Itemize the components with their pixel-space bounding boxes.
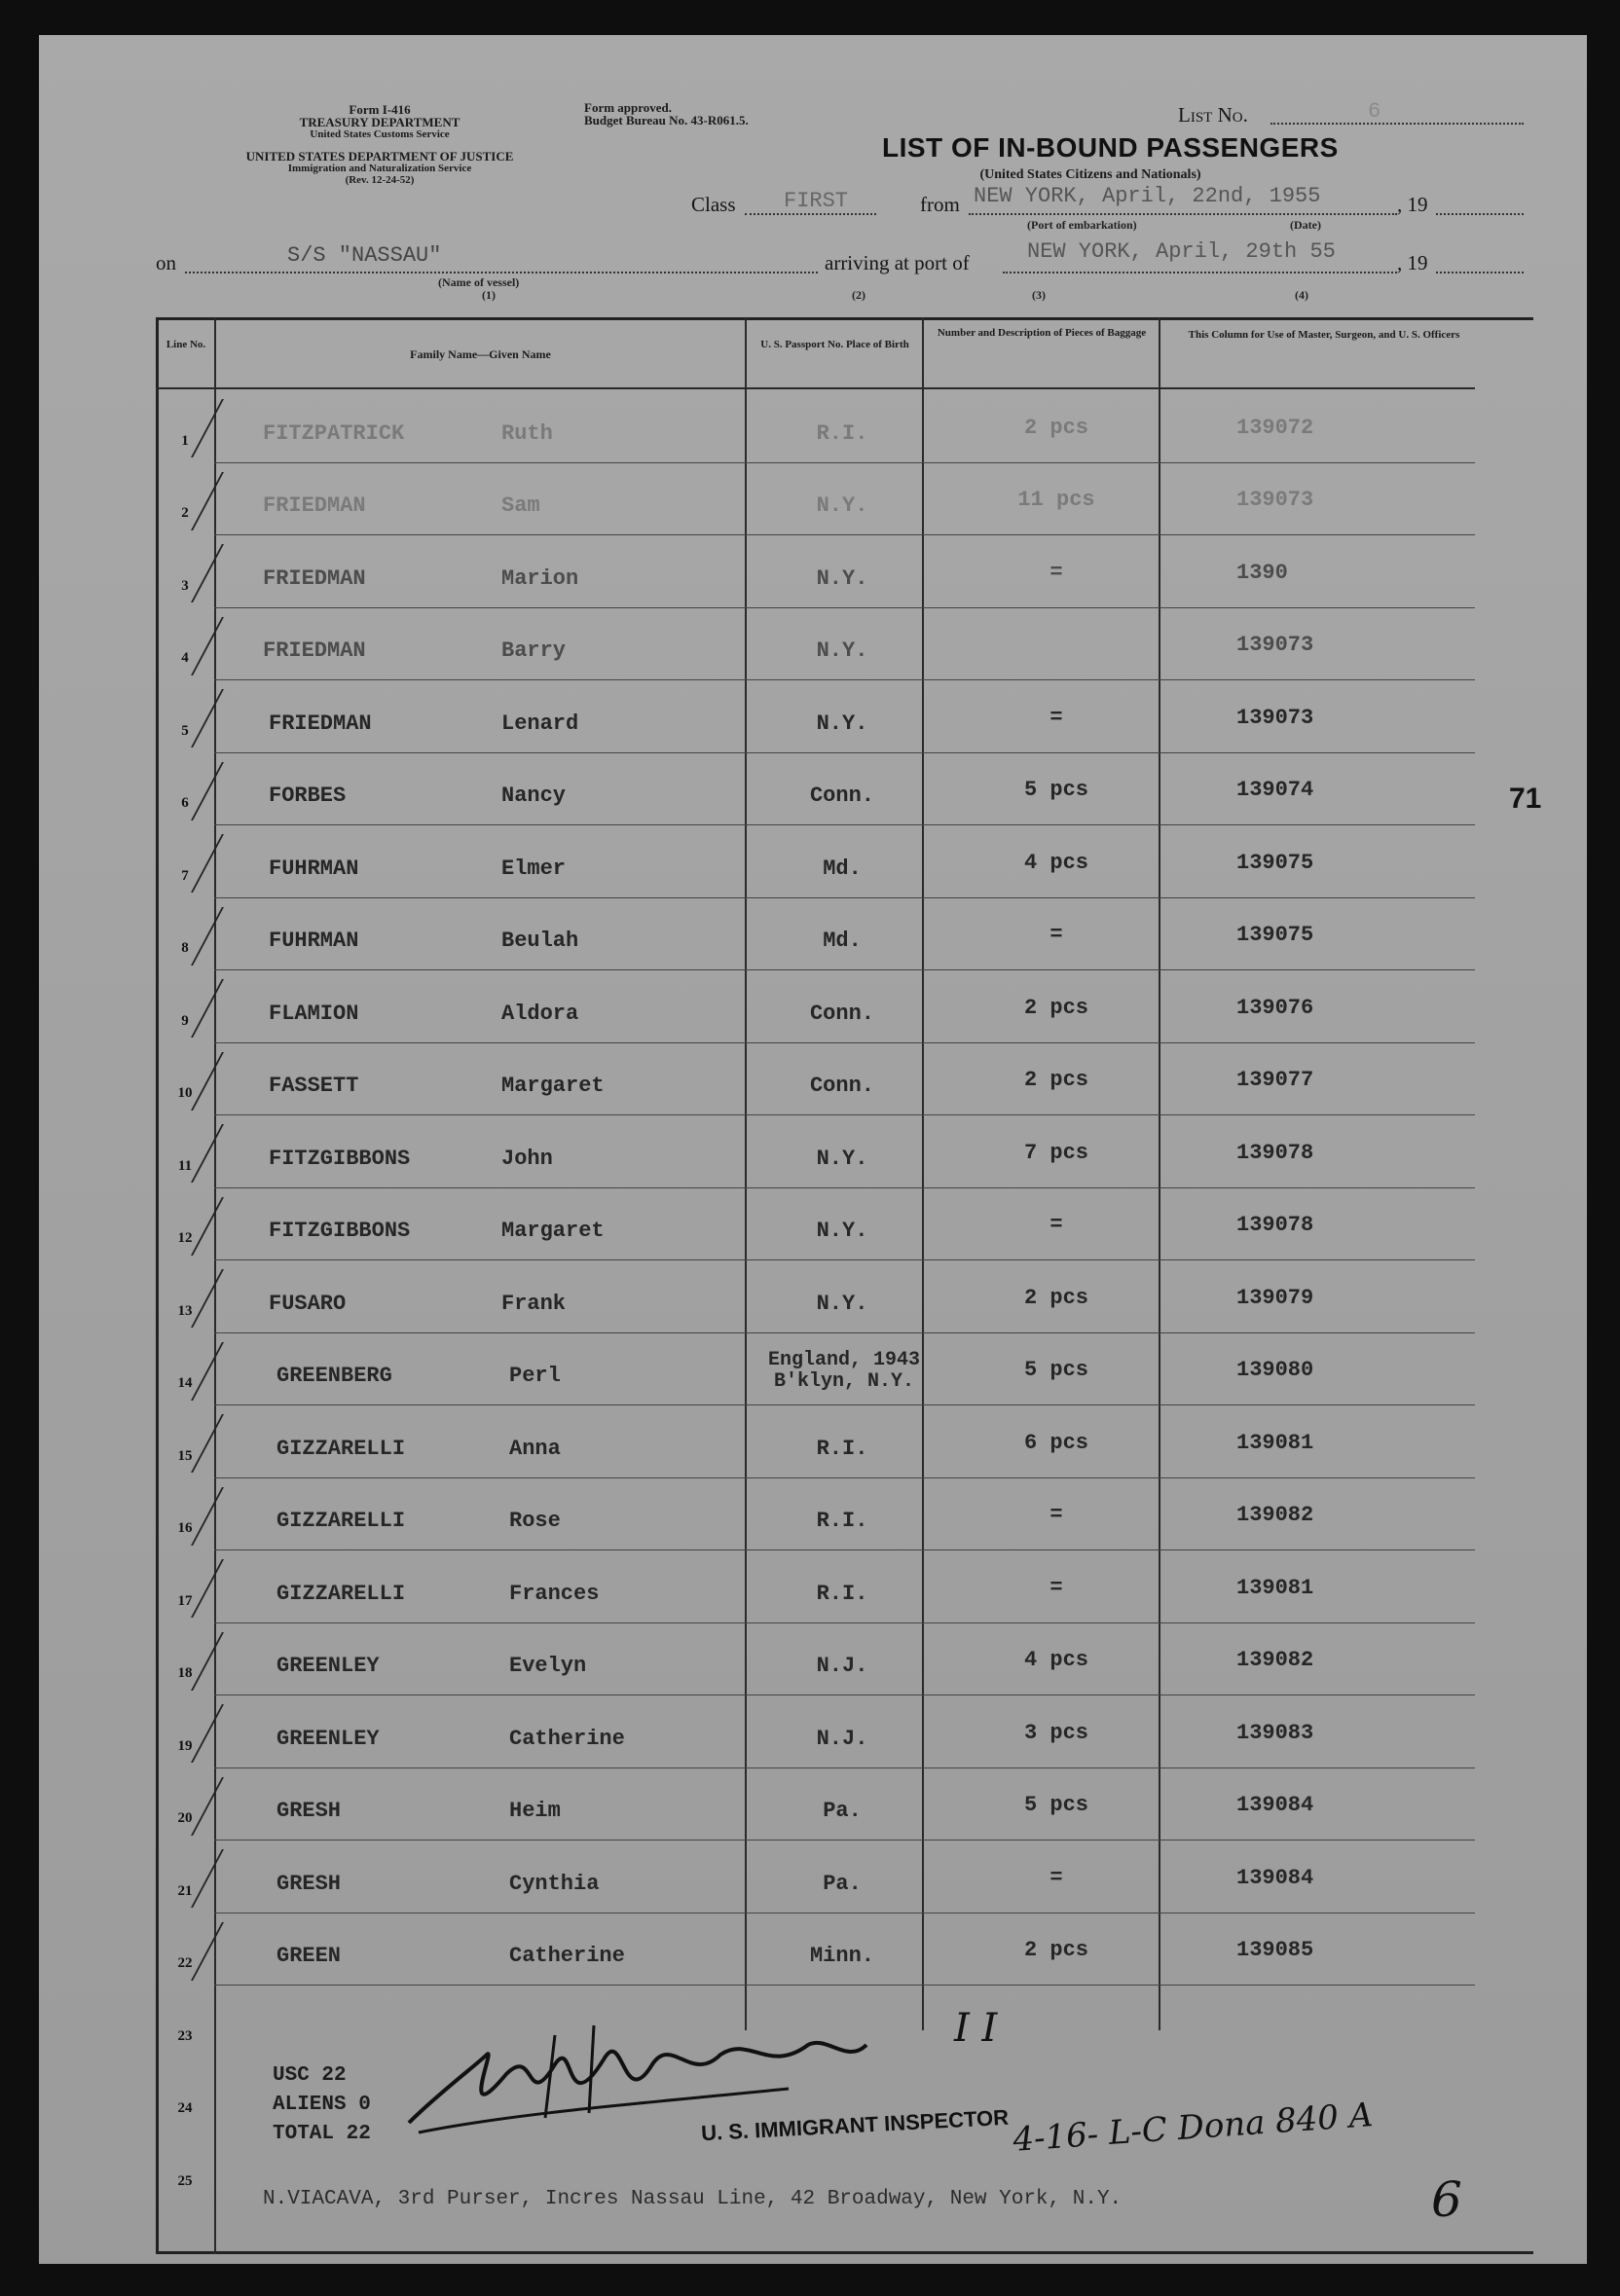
baggage: 2 pcs <box>1023 1068 1088 1092</box>
side-number: 71 <box>1509 783 1542 815</box>
place-of-birth: Md. <box>823 929 862 953</box>
officer-number: 139085 <box>1236 1938 1314 1962</box>
given-name: Beulah <box>501 929 579 953</box>
col-divider-passport <box>922 317 924 2030</box>
place-of-birth: Md. <box>823 856 862 881</box>
family-name: FUSARO <box>269 1291 347 1316</box>
baggage: = <box>1049 1865 1063 1890</box>
form-sheet <box>39 35 1587 2264</box>
from-label: from <box>920 193 960 216</box>
col-header-officers: This Column for Use of Master, Surgeon, and U. S. Officers <box>1188 329 1460 341</box>
officer-number: 139076 <box>1236 995 1314 1020</box>
line-number: 7 <box>181 867 189 884</box>
officer-number: 139081 <box>1236 1575 1314 1600</box>
arriving-value: NEW YORK, April, 29th 55 <box>1027 239 1336 264</box>
officer-number: 139084 <box>1236 1793 1314 1817</box>
given-name: Anna <box>509 1436 561 1461</box>
baggage: 2 pcs <box>1023 995 1088 1020</box>
total-usc: USC 22 <box>273 2064 347 2087</box>
officer-number: 139082 <box>1236 1648 1314 1672</box>
baggage: = <box>1049 923 1063 947</box>
place-of-birth: N.J. <box>816 1654 868 1678</box>
family-name: FRIEDMAN <box>269 711 372 736</box>
year-label-1: , 19 <box>1397 193 1428 216</box>
line-number: 10 <box>177 1085 193 1101</box>
line-number: 23 <box>177 2027 193 2044</box>
line-number: 1 <box>181 432 189 449</box>
given-name: Margaret <box>501 1074 605 1098</box>
vessel-caption: (Name of vessel) <box>438 275 520 289</box>
row-rule <box>214 462 1475 463</box>
place-of-birth: R.I. <box>816 1436 868 1461</box>
baggage: = <box>1049 560 1063 585</box>
vessel-value: S/S "NASSAU" <box>287 243 442 268</box>
revision-date: (Rev. 12-24-52) <box>345 174 415 186</box>
total-aliens: ALIENS 0 <box>273 2094 371 2116</box>
baggage: 6 pcs <box>1023 1430 1088 1455</box>
treasury-dept: TREASURY DEPARTMENT <box>299 115 460 129</box>
family-name: GREENLEY <box>276 1654 380 1678</box>
class-underline <box>745 213 876 215</box>
family-name: GREENBERG <box>276 1364 392 1388</box>
family-name: GREEN <box>276 1944 342 1968</box>
col-num-4: (4) <box>1295 288 1308 302</box>
line-number: 17 <box>177 1592 193 1609</box>
officer-number: 139078 <box>1236 1213 1314 1237</box>
row-rule <box>214 1622 1475 1623</box>
arriving-underline <box>1003 272 1397 273</box>
check-mark-icon <box>191 762 259 820</box>
family-name: FITZGIBBONS <box>269 1219 411 1243</box>
baggage: 3 pcs <box>1023 1720 1088 1745</box>
row-rule <box>214 1549 1475 1550</box>
family-name: FORBES <box>269 784 347 808</box>
line-number: 9 <box>181 1012 189 1029</box>
baggage: 11 pcs <box>1017 488 1095 512</box>
check-mark-icon <box>191 1414 259 1473</box>
given-name: Frank <box>501 1291 567 1316</box>
place-of-birth: Pa. <box>823 1871 862 1896</box>
family-name: FRIEDMAN <box>263 638 366 663</box>
given-name: Ruth <box>501 420 553 446</box>
baggage: 2 pcs <box>1023 1938 1088 1962</box>
given-name: Aldora <box>501 1001 579 1026</box>
place-of-birth: R.I. <box>816 420 868 446</box>
inspector-stamp: U. S. IMMIGRANT INSPECTOR <box>700 2104 1010 2146</box>
row-rule <box>214 1477 1475 1478</box>
list-no-label: List No. <box>1178 103 1248 127</box>
customs-service: United States Customs Service <box>310 128 450 140</box>
officer-number: 139079 <box>1236 1285 1314 1310</box>
check-mark-icon <box>191 472 259 530</box>
on-label: on <box>156 251 176 274</box>
officer-number: 139075 <box>1236 923 1314 947</box>
officer-number: 139074 <box>1236 778 1314 802</box>
line-number: 6 <box>181 795 189 811</box>
place-of-birth: N.Y. <box>816 1291 868 1316</box>
line-number: 2 <box>181 505 189 521</box>
row-rule <box>214 824 1475 825</box>
baggage: 7 pcs <box>1023 1140 1088 1165</box>
check-mark-icon <box>191 1777 259 1836</box>
given-name: Perl <box>509 1364 561 1388</box>
family-name: GIZZARELLI <box>276 1436 406 1461</box>
row-rule <box>214 607 1475 608</box>
family-name: GIZZARELLI <box>276 1509 406 1533</box>
check-mark-icon <box>191 907 259 966</box>
justice-dept: UNITED STATES DEPARTMENT OF JUSTICE <box>245 149 514 164</box>
family-name: GRESH <box>276 1799 342 1823</box>
family-name: FLAMION <box>269 1001 359 1026</box>
baggage: 2 pcs <box>1023 1285 1088 1310</box>
check-mark-icon <box>191 689 259 747</box>
year-label-2: , 19 <box>1397 251 1428 274</box>
ins-service: Immigration and Naturalization Service <box>287 163 472 174</box>
place-of-birth: N.Y. <box>816 711 868 736</box>
family-name: GIZZARELLI <box>276 1581 406 1606</box>
line-number: 3 <box>181 577 189 594</box>
family-name: GREENLEY <box>276 1726 380 1751</box>
line-number: 4 <box>181 650 189 666</box>
given-name: Evelyn <box>509 1654 587 1678</box>
row-rule <box>214 1042 1475 1043</box>
baggage: 5 pcs <box>1023 778 1088 802</box>
form-approved: Form approved. <box>584 100 673 115</box>
table-top-border <box>156 317 1533 320</box>
officer-number: 139083 <box>1236 1720 1314 1745</box>
baggage: = <box>1049 1213 1063 1237</box>
from-value: NEW YORK, April, 22nd, 1955 <box>974 184 1321 208</box>
list-no-value: 6 <box>1368 99 1381 124</box>
line-number: 25 <box>177 2172 193 2189</box>
family-name: FITZGIBBONS <box>269 1146 411 1171</box>
officer-number: 139081 <box>1236 1430 1314 1455</box>
from-underline <box>969 213 1397 215</box>
given-name: Sam <box>501 493 540 518</box>
given-name: Heim <box>509 1799 561 1823</box>
port-caption: (Port of embarkation) <box>1027 218 1137 232</box>
place-of-birth: Conn. <box>809 1001 874 1026</box>
place-of-birth: Conn. <box>809 784 874 808</box>
line-number: 18 <box>177 1665 193 1681</box>
line-number: 12 <box>177 1230 193 1246</box>
officer-number: 139073 <box>1236 488 1314 512</box>
arriving-label: arriving at port of <box>825 251 970 274</box>
check-mark-icon <box>191 544 259 602</box>
check-mark-icon <box>191 834 259 893</box>
row-rule <box>214 752 1475 753</box>
line-number: 20 <box>177 1810 193 1826</box>
check-mark-icon <box>191 1849 259 1908</box>
vessel-underline <box>185 272 818 273</box>
officer-number: 139075 <box>1236 850 1314 875</box>
place-of-birth: N.Y. <box>816 1146 868 1171</box>
baggage: 4 pcs <box>1023 1648 1088 1672</box>
line-number: 16 <box>177 1520 193 1536</box>
check-mark-icon <box>191 979 259 1038</box>
place-of-birth: R.I. <box>816 1509 868 1533</box>
baggage: = <box>1049 705 1063 730</box>
given-name: Nancy <box>501 784 567 808</box>
line-number: 13 <box>177 1302 193 1319</box>
line-number: 22 <box>177 1955 193 1971</box>
row-rule <box>214 969 1475 970</box>
given-name: Barry <box>501 638 567 663</box>
given-name: Marion <box>501 565 579 591</box>
officer-number: 139077 <box>1236 1068 1314 1092</box>
col-header-line: Line No. <box>166 339 206 350</box>
family-name: FUHRMAN <box>269 856 359 881</box>
baggage: = <box>1049 1503 1063 1527</box>
budget-bureau: Budget Bureau No. 43-R061.5. <box>584 113 749 128</box>
line-number: 19 <box>177 1737 193 1754</box>
year-underline-1 <box>1436 213 1524 215</box>
col-divider-name <box>745 317 747 2030</box>
baggage: 5 pcs <box>1023 1358 1088 1382</box>
officer-number: 139082 <box>1236 1503 1314 1527</box>
table-bottom-border <box>156 2251 1533 2254</box>
officer-number: 139080 <box>1236 1358 1314 1382</box>
line-number: 8 <box>181 940 189 956</box>
line-number: 14 <box>177 1375 193 1391</box>
family-name: FUHRMAN <box>269 929 359 953</box>
check-mark-icon <box>191 1704 259 1763</box>
place-of-birth: N.J. <box>816 1726 868 1751</box>
place-of-birth: England, 1943 B'klyn, N.Y. <box>767 1349 921 1393</box>
officer-number: 139073 <box>1236 705 1314 730</box>
family-name: FASSETT <box>269 1074 359 1098</box>
line-number: 21 <box>177 1882 193 1899</box>
family-name: FRIEDMAN <box>263 493 366 518</box>
date-caption: (Date) <box>1290 218 1321 232</box>
table-left-border <box>156 317 159 2254</box>
officer-number: 1390 <box>1236 560 1288 585</box>
given-name: Lenard <box>501 711 579 736</box>
row-rule <box>214 1259 1475 1260</box>
class-value: FIRST <box>784 189 849 213</box>
family-name: FITZPATRICK <box>263 420 405 446</box>
list-no-underline <box>1270 123 1524 125</box>
class-label: Class <box>691 193 736 216</box>
col-num-3: (3) <box>1032 288 1046 302</box>
baggage: 2 pcs <box>1023 415 1088 440</box>
col-header-passport: U. S. Passport No. Place of Birth <box>760 339 909 350</box>
page-subtitle: (United States Citizens and Nationals) <box>979 167 1201 182</box>
inspector-mark: I I <box>954 2006 998 2051</box>
check-mark-icon <box>191 1922 259 1981</box>
baggage: 4 pcs <box>1023 850 1088 875</box>
line-number: 11 <box>177 1157 193 1174</box>
place-of-birth: N.Y. <box>816 638 868 663</box>
family-name: FRIEDMAN <box>263 565 366 591</box>
given-name: Elmer <box>501 856 567 881</box>
given-name: Frances <box>509 1581 600 1606</box>
family-name: GRESH <box>276 1871 342 1896</box>
given-name: John <box>501 1146 553 1171</box>
place-of-birth: N.Y. <box>816 1219 868 1243</box>
check-mark-icon <box>191 1197 259 1256</box>
handwritten-note: 4-16- L-C Dona 840 A <box>1012 2096 1375 2160</box>
place-of-birth: N.Y. <box>816 493 868 518</box>
line-number: 15 <box>177 1447 193 1464</box>
col-num-2: (2) <box>852 288 865 302</box>
baggage: = <box>1049 1575 1063 1600</box>
row-rule <box>214 1114 1475 1115</box>
page-title: LIST OF IN-BOUND PASSENGERS <box>882 132 1339 163</box>
check-mark-icon <box>191 1052 259 1111</box>
given-name: Catherine <box>509 1944 625 1968</box>
vessel-col-num: (1) <box>482 288 496 302</box>
row-rule <box>214 1404 1475 1405</box>
check-mark-icon <box>191 1487 259 1546</box>
col-divider-baggage <box>1159 317 1160 2030</box>
check-mark-icon <box>191 1559 259 1618</box>
officer-number: 139084 <box>1236 1865 1314 1890</box>
officer-number: 139078 <box>1236 1140 1314 1165</box>
line-number: 5 <box>181 722 189 739</box>
header-bottom-line <box>156 387 1475 389</box>
check-mark-icon <box>191 1342 259 1401</box>
given-name: Cynthia <box>509 1871 600 1896</box>
place-of-birth: Minn. <box>809 1944 874 1968</box>
line-number: 24 <box>177 2100 193 2116</box>
row-rule <box>214 1332 1475 1333</box>
place-of-birth: Conn. <box>809 1074 874 1098</box>
form-number: Form I-416 <box>349 102 411 117</box>
row-rule <box>214 534 1475 535</box>
row-rule <box>214 1187 1475 1188</box>
check-mark-icon <box>191 399 259 457</box>
place-of-birth: N.Y. <box>816 565 868 591</box>
baggage: 5 pcs <box>1023 1793 1088 1817</box>
purser-line: N.VIACAVA, 3rd Purser, Incres Nassau Line, 42 Broadway, New York, N.Y. <box>263 2188 1123 2210</box>
total-all: TOTAL 22 <box>273 2123 371 2145</box>
row-rule <box>214 1985 1475 1986</box>
place-of-birth: R.I. <box>816 1581 868 1606</box>
check-mark-icon <box>191 617 259 675</box>
given-name: Margaret <box>501 1219 605 1243</box>
row-rule <box>214 679 1475 680</box>
row-rule <box>214 897 1475 898</box>
year-underline-2 <box>1436 272 1524 273</box>
check-mark-icon <box>191 1632 259 1691</box>
officer-number: 139073 <box>1236 633 1314 657</box>
place-of-birth: Pa. <box>823 1799 862 1823</box>
passenger-table <box>156 317 1533 2254</box>
col-header-name: Family Name—Given Name <box>410 347 551 361</box>
check-mark-icon <box>191 1269 259 1328</box>
given-name: Catherine <box>509 1726 625 1751</box>
check-mark-icon <box>191 1124 259 1183</box>
col-header-baggage: Number and Description of Pieces of Baggage <box>937 327 1147 339</box>
handwritten-number: 6 <box>1431 2171 1462 2228</box>
given-name: Rose <box>509 1509 561 1533</box>
officer-number: 139072 <box>1236 415 1314 440</box>
